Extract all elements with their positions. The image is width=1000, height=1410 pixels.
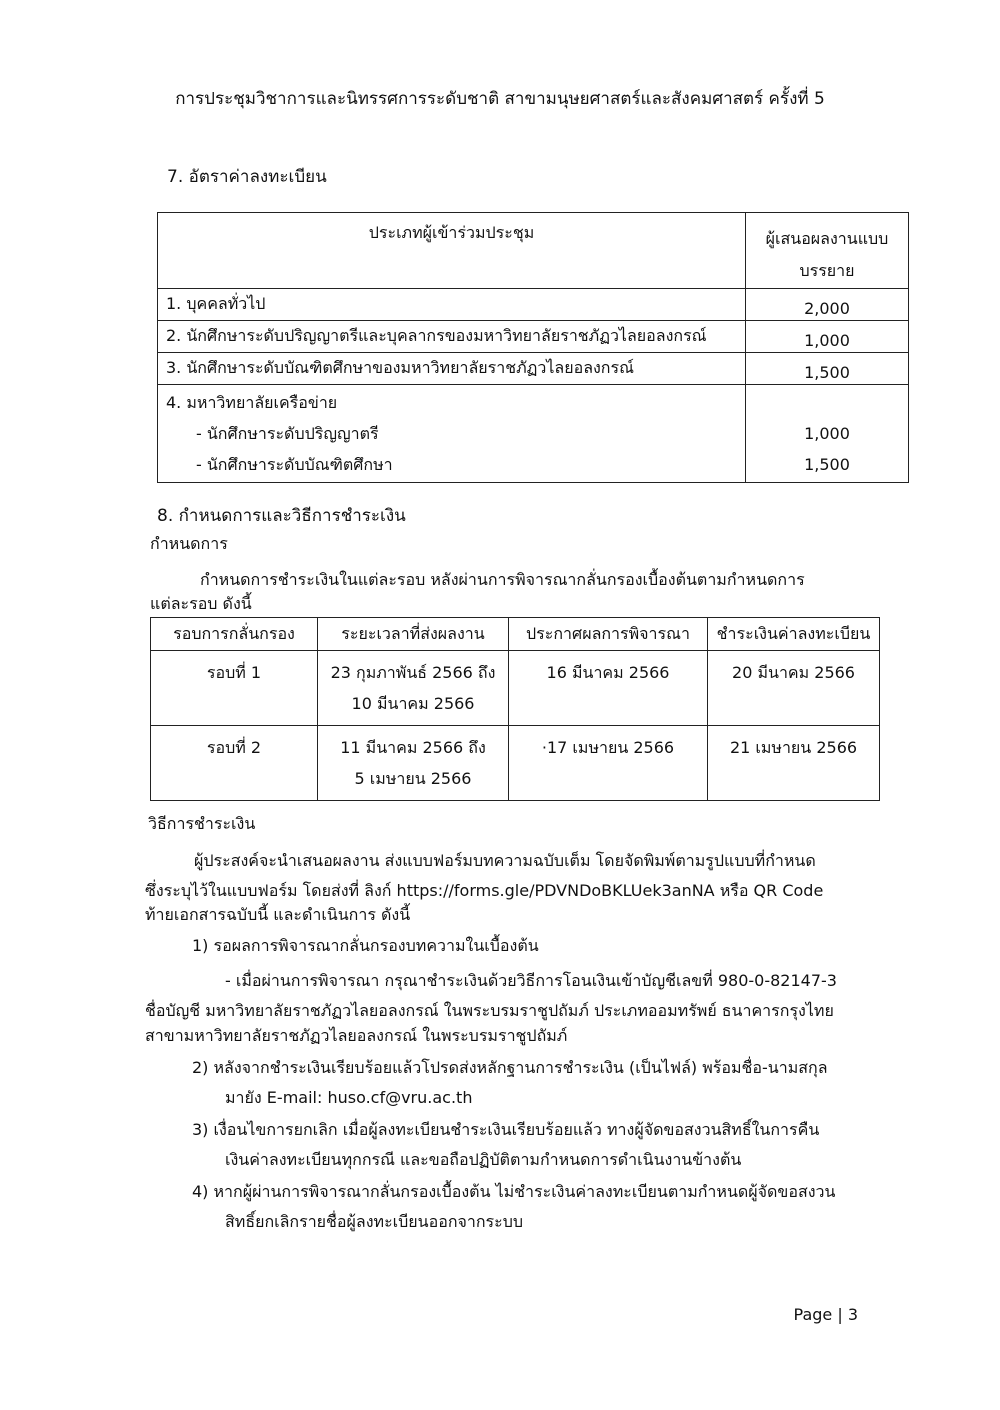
step-1-detail-cont: สาขามหาวิทยาลัยราชภัฏวไลยอลงกรณ์ ในพระบรมราชูปถัมภ์	[145, 1026, 568, 1045]
table-row	[151, 726, 880, 801]
table-header-row	[158, 213, 909, 289]
schedule-intro: กำหนดการชำระเงินในแต่ละรอบ หลังผ่านการพิจารณากลั่นกรองเบื้องต้นตามกำหนดการ	[200, 570, 805, 589]
col-submission-period: ระยะเวลาที่ส่งผลงาน	[318, 618, 509, 651]
step-1-detail: - เมื่อผ่านการพิจารณา กรุณาชำระเงินด้วยวิธีการโอนเงินเข้าบัญชีเลขที่ 980-0-82147-3	[225, 971, 837, 990]
step-3: 3) เงื่อนไขการยกเลิก เมื่อผู้ลงทะเบียนชำระเงินเรียบร้อยแล้ว ทางผู้จัดขอสงวนสิทธิ์ในการคืน	[192, 1120, 820, 1139]
col-participant-type: ประเภทผู้เข้าร่วมประชุม	[158, 213, 746, 289]
page-header: การประชุมวิชาการและนิทรรศการระดับชาติ สาขามนุษยศาสตร์และสังคมศาสตร์ ครั้งที่ 5	[175, 89, 825, 109]
period-end: 10 มีนาคม 2566	[351, 694, 475, 713]
table-row	[158, 385, 909, 483]
network-cell	[158, 385, 746, 483]
step-2: 2) หลังจากชำระเงินเรียบร้อยแล้วโปรดส่งหลักฐานการชำระเงิน (เป็นไฟล์) พร้อมชื่อ-นามสกุล	[192, 1058, 828, 1077]
row-value: 1,500	[746, 353, 909, 385]
step-3-cont: เงินค่าลงทะเบียนทุกกรณี และขอถือปฏิบัติตามกำหนดการดำเนินงานข้างต้น	[225, 1150, 742, 1169]
row-label: 2. นักศึกษาระดับปริญญาตรีและบุคลากรของมหาวิทยาลัยราชภัฏวไลยอลงกรณ์	[158, 321, 746, 353]
announcement-date: 16 มีนาคม 2566	[509, 651, 708, 726]
round-name: รอบที่ 1	[151, 651, 318, 726]
payment-method-heading: วิธีการชำระเงิน	[148, 814, 256, 833]
method-paragraph-cont: ซึ่งระบุไว้ในแบบฟอร์ม โดยส่งที่ ลิงก์ https://forms.gle/PDVNDoBKLUek3anNA หรือ QR Code	[145, 881, 824, 900]
schedule-table	[150, 617, 880, 801]
row-value: 1,000	[746, 321, 909, 353]
announcement-date: ·17 เมษายน 2566	[509, 726, 708, 801]
schedule-intro-cont: แต่ละรอบ ดังนี้	[150, 594, 252, 613]
method-paragraph-cont: ท้ายเอกสารฉบับนี้ และดำเนินการ ดังนี้	[145, 905, 411, 924]
network-label: 4. มหาวิทยาลัยเครือข่าย	[166, 393, 338, 412]
payment-date: 21 เมษายน 2566	[708, 726, 880, 801]
row-label: 3. นักศึกษาระดับบัณฑิตศึกษาของมหาวิทยาลัยราชภัฏวไลยอลงกรณ์	[158, 353, 746, 385]
step-4: 4) หากผู้ผ่านการพิจารณากลั่นกรองเบื้องต้น ไม่ชำระเงินค่าลงทะเบียนตามกำหนดผู้จัดขอสงวน	[192, 1182, 836, 1201]
section-7-title: 7. อัตราค่าลงทะเบียน	[167, 167, 327, 187]
network-item-bachelor: - นักศึกษาระดับปริญญาตรี	[196, 424, 379, 443]
table-header-row	[151, 618, 880, 651]
step-1-detail-cont: ชื่อบัญชี มหาวิทยาลัยราชภัฏวไลยอลงกรณ์ ในพระบรมราชูปถัมภ์ ประเภทออมทรัพย์ ธนาคารกรุงไทย	[145, 1001, 834, 1020]
col-payment: ชำระเงินค่าลงทะเบียน	[708, 618, 880, 651]
table-row	[158, 321, 909, 353]
col-presenter-fee: ผู้เสนอผลงานแบบบรรยาย	[746, 213, 909, 289]
period-start: 23 กุมภาพันธ์ 2566 ถึง	[330, 663, 496, 682]
row-label: 1. บุคคลทั่วไป	[158, 289, 746, 321]
round-name: รอบที่ 2	[151, 726, 318, 801]
step-2-cont: มายัง E-mail: huso.cf@vru.ac.th	[225, 1088, 473, 1107]
col-round: รอบการกลั่นกรอง	[151, 618, 318, 651]
page-number: Page | 3	[793, 1305, 858, 1324]
network-values	[746, 385, 909, 483]
table-row	[158, 289, 909, 321]
period-end: 5 เมษายน 2566	[354, 769, 472, 788]
row-value: 1,500	[804, 455, 850, 474]
method-paragraph: ผู้ประสงค์จะนำเสนอผลงาน ส่งแบบฟอร์มบทความฉบับเต็ม โดยจัดพิมพ์ตามรูปแบบที่กำหนด	[194, 851, 816, 870]
period-start: 11 มีนาคม 2566 ถึง	[340, 738, 486, 757]
submission-period	[318, 651, 509, 726]
schedule-heading: กำหนดการ	[150, 534, 228, 553]
registration-fee-table	[157, 212, 909, 483]
table-row	[158, 353, 909, 385]
payment-date: 20 มีนาคม 2566	[708, 651, 880, 726]
network-item-graduate: - นักศึกษาระดับบัณฑิตศึกษา	[196, 455, 393, 474]
submission-period	[318, 726, 509, 801]
step-1: 1) รอผลการพิจารณากลั่นกรองบทความในเบื้องต้น	[192, 936, 539, 955]
section-8-title: 8. กำหนดการและวิธีการชำระเงิน	[157, 506, 406, 526]
step-4-cont: สิทธิ์ยกเลิกรายชื่อผู้ลงทะเบียนออกจากระบบ	[225, 1212, 524, 1231]
row-value: 2,000	[746, 289, 909, 321]
table-row	[151, 651, 880, 726]
col-announcement: ประกาศผลการพิจารณา	[509, 618, 708, 651]
row-value: 1,000	[804, 424, 850, 443]
